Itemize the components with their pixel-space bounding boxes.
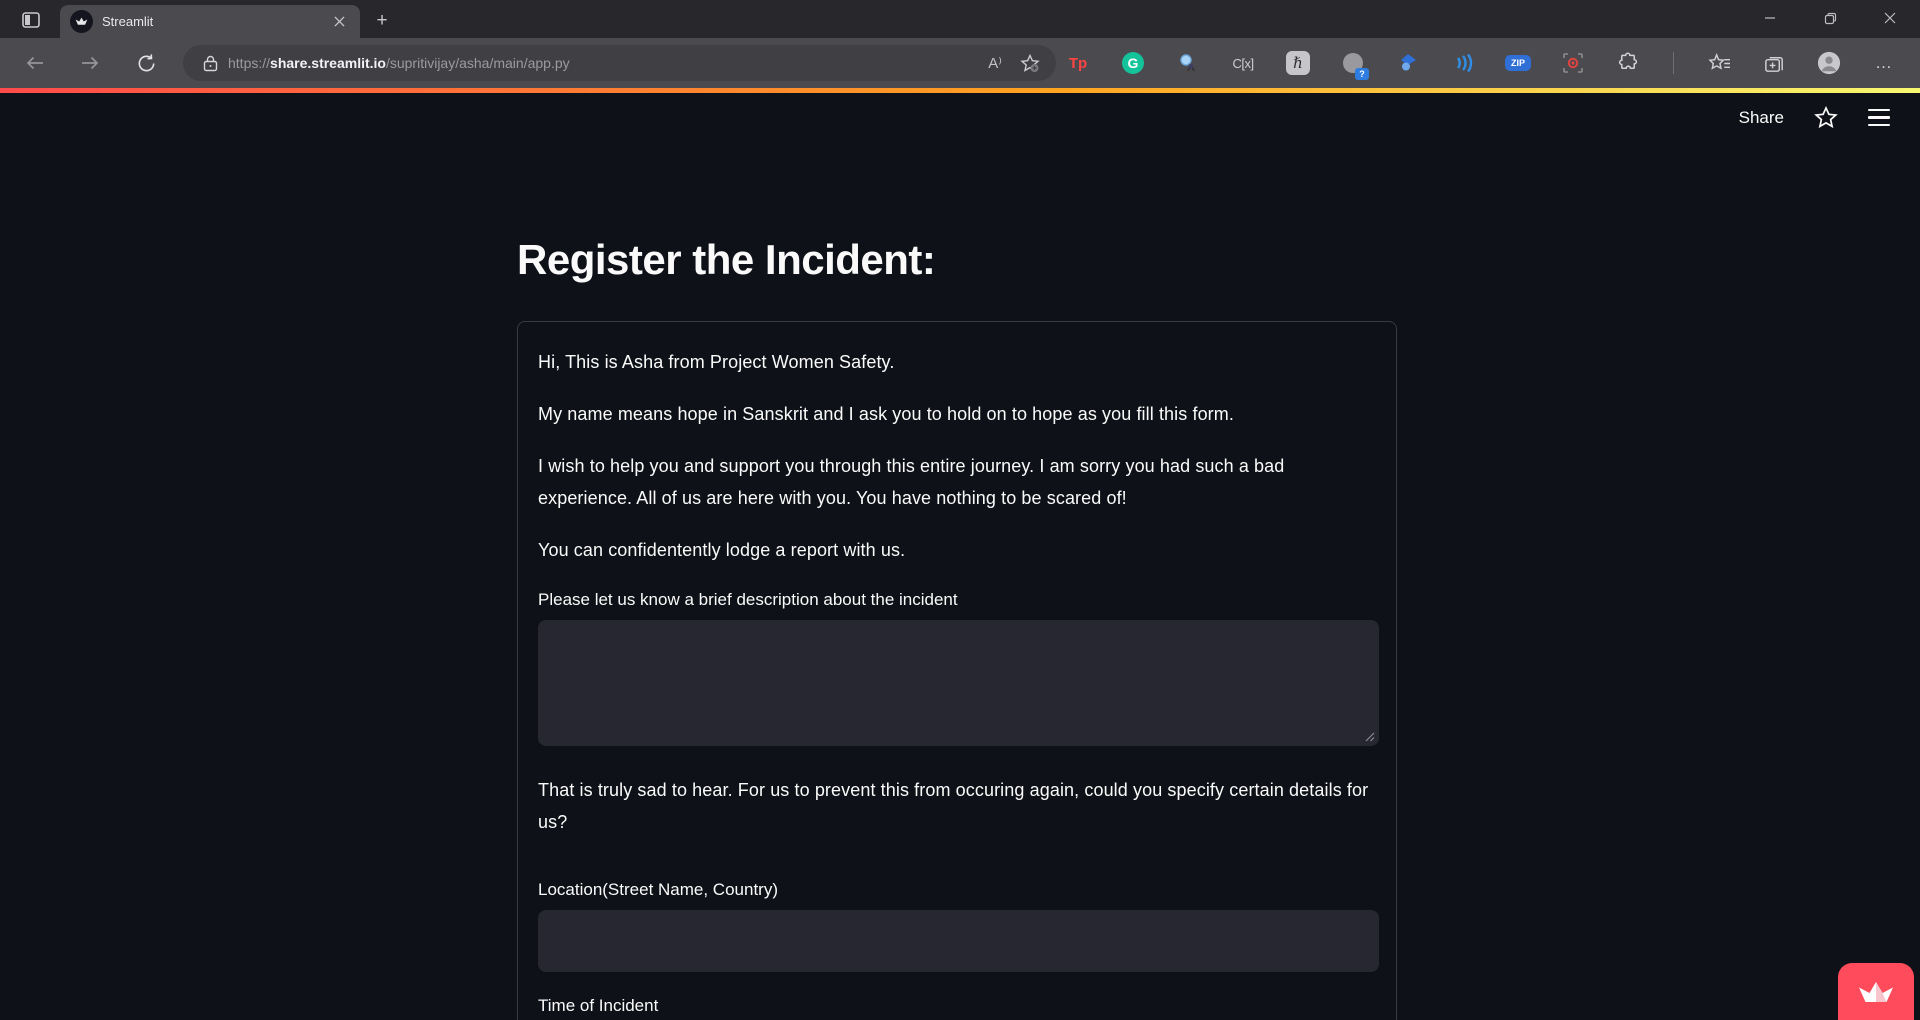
tab-close-icon[interactable] — [328, 11, 350, 33]
read-aloud-icon[interactable]: A⁾ — [988, 55, 1002, 72]
new-tab-button[interactable]: + — [376, 10, 388, 31]
page-title: Register the Incident: — [517, 236, 936, 283]
location-label: Location(Street Name, Country) — [538, 880, 778, 899]
time-label: Time of Incident — [538, 996, 659, 1015]
location-input[interactable] — [538, 910, 1379, 972]
browser-tab-streamlit[interactable] — [60, 5, 360, 38]
streamlit-crown-icon — [1856, 979, 1896, 1005]
vertical-tabs-icon[interactable] — [14, 6, 48, 34]
extensions-puzzle-icon[interactable] — [1616, 51, 1640, 75]
forward-button[interactable] — [73, 46, 107, 80]
collections-icon[interactable] — [1762, 51, 1786, 75]
grammarly-extension-icon[interactable]: G — [1121, 51, 1145, 75]
hamburger-menu-icon[interactable] — [1868, 109, 1890, 127]
latex-extension-icon[interactable]: C[x] — [1232, 55, 1254, 71]
search-telescope-extension-icon[interactable] — [1176, 51, 1200, 75]
refresh-button[interactable] — [129, 46, 163, 80]
screen-record-extension-icon[interactable] — [1561, 51, 1585, 75]
kite-extension-icon[interactable] — [1396, 51, 1420, 75]
description-field-wrap — [538, 620, 1379, 746]
url-domain: share.streamlit.io — [270, 55, 386, 71]
intro-paragraph: I wish to help you and support you through this entire journey. I am sorry you had such a bad experience. All of us are here with you. You have nothing to be scared of! — [538, 456, 1285, 508]
app-header — [1739, 106, 1890, 129]
address-bar[interactable] — [183, 45, 1056, 81]
url-text: https://share.streamlit.io/supritivijay/asha/main/app.py — [228, 55, 570, 71]
tampermonkey-extension-icon[interactable]: Tp — [1068, 54, 1088, 72]
back-button[interactable] — [18, 46, 52, 80]
zip-extension-icon[interactable]: ZIP — [1506, 51, 1530, 75]
profile-avatar-icon[interactable] — [1817, 51, 1841, 75]
intro-paragraph: My name means hope in Sanskrit and I ask you to hold on to hope as you fill this form. — [538, 404, 1234, 424]
browser-tabstrip — [0, 0, 1920, 38]
incident-form — [517, 321, 1397, 1020]
add-favorite-icon[interactable] — [1020, 54, 1040, 73]
description-label: Please let us know a brief description about the incident — [538, 590, 958, 609]
favorite-star-icon[interactable] — [1814, 106, 1838, 129]
description-textarea[interactable] — [538, 620, 1379, 746]
restore-button[interactable] — [1800, 0, 1860, 36]
extensions-row — [1066, 44, 1896, 82]
intro-paragraph: You can confidentently lodge a report with us. — [538, 540, 906, 560]
minimize-button[interactable] — [1740, 0, 1800, 36]
sound-wave-extension-icon[interactable] — [1451, 51, 1475, 75]
streamlit-favicon-icon — [70, 10, 93, 33]
intro-paragraph: Hi, This is Asha from Project Women Safety. — [538, 352, 895, 372]
lock-icon[interactable] — [203, 55, 218, 72]
settings-more-icon[interactable]: … — [1875, 53, 1893, 72]
window-controls — [1740, 0, 1920, 36]
favorites-bar-icon[interactable] — [1707, 51, 1731, 75]
streamlit-app-page — [0, 88, 1920, 1020]
close-window-button[interactable] — [1860, 0, 1920, 36]
help-avatar-extension-icon[interactable]: ? — [1341, 51, 1365, 75]
streamlit-hosted-badge[interactable] — [1838, 963, 1914, 1020]
followup-paragraph: That is truly sad to hear. For us to prevent this from occuring again, could you specify certain details for us? — [538, 780, 1369, 832]
hbar-extension-icon[interactable]: ℏ — [1286, 51, 1310, 75]
toolbar-separator — [1673, 52, 1674, 74]
share-button[interactable]: Share — [1738, 107, 1784, 127]
tab-title: Streamlit — [102, 14, 154, 29]
main-content — [517, 88, 1397, 1020]
